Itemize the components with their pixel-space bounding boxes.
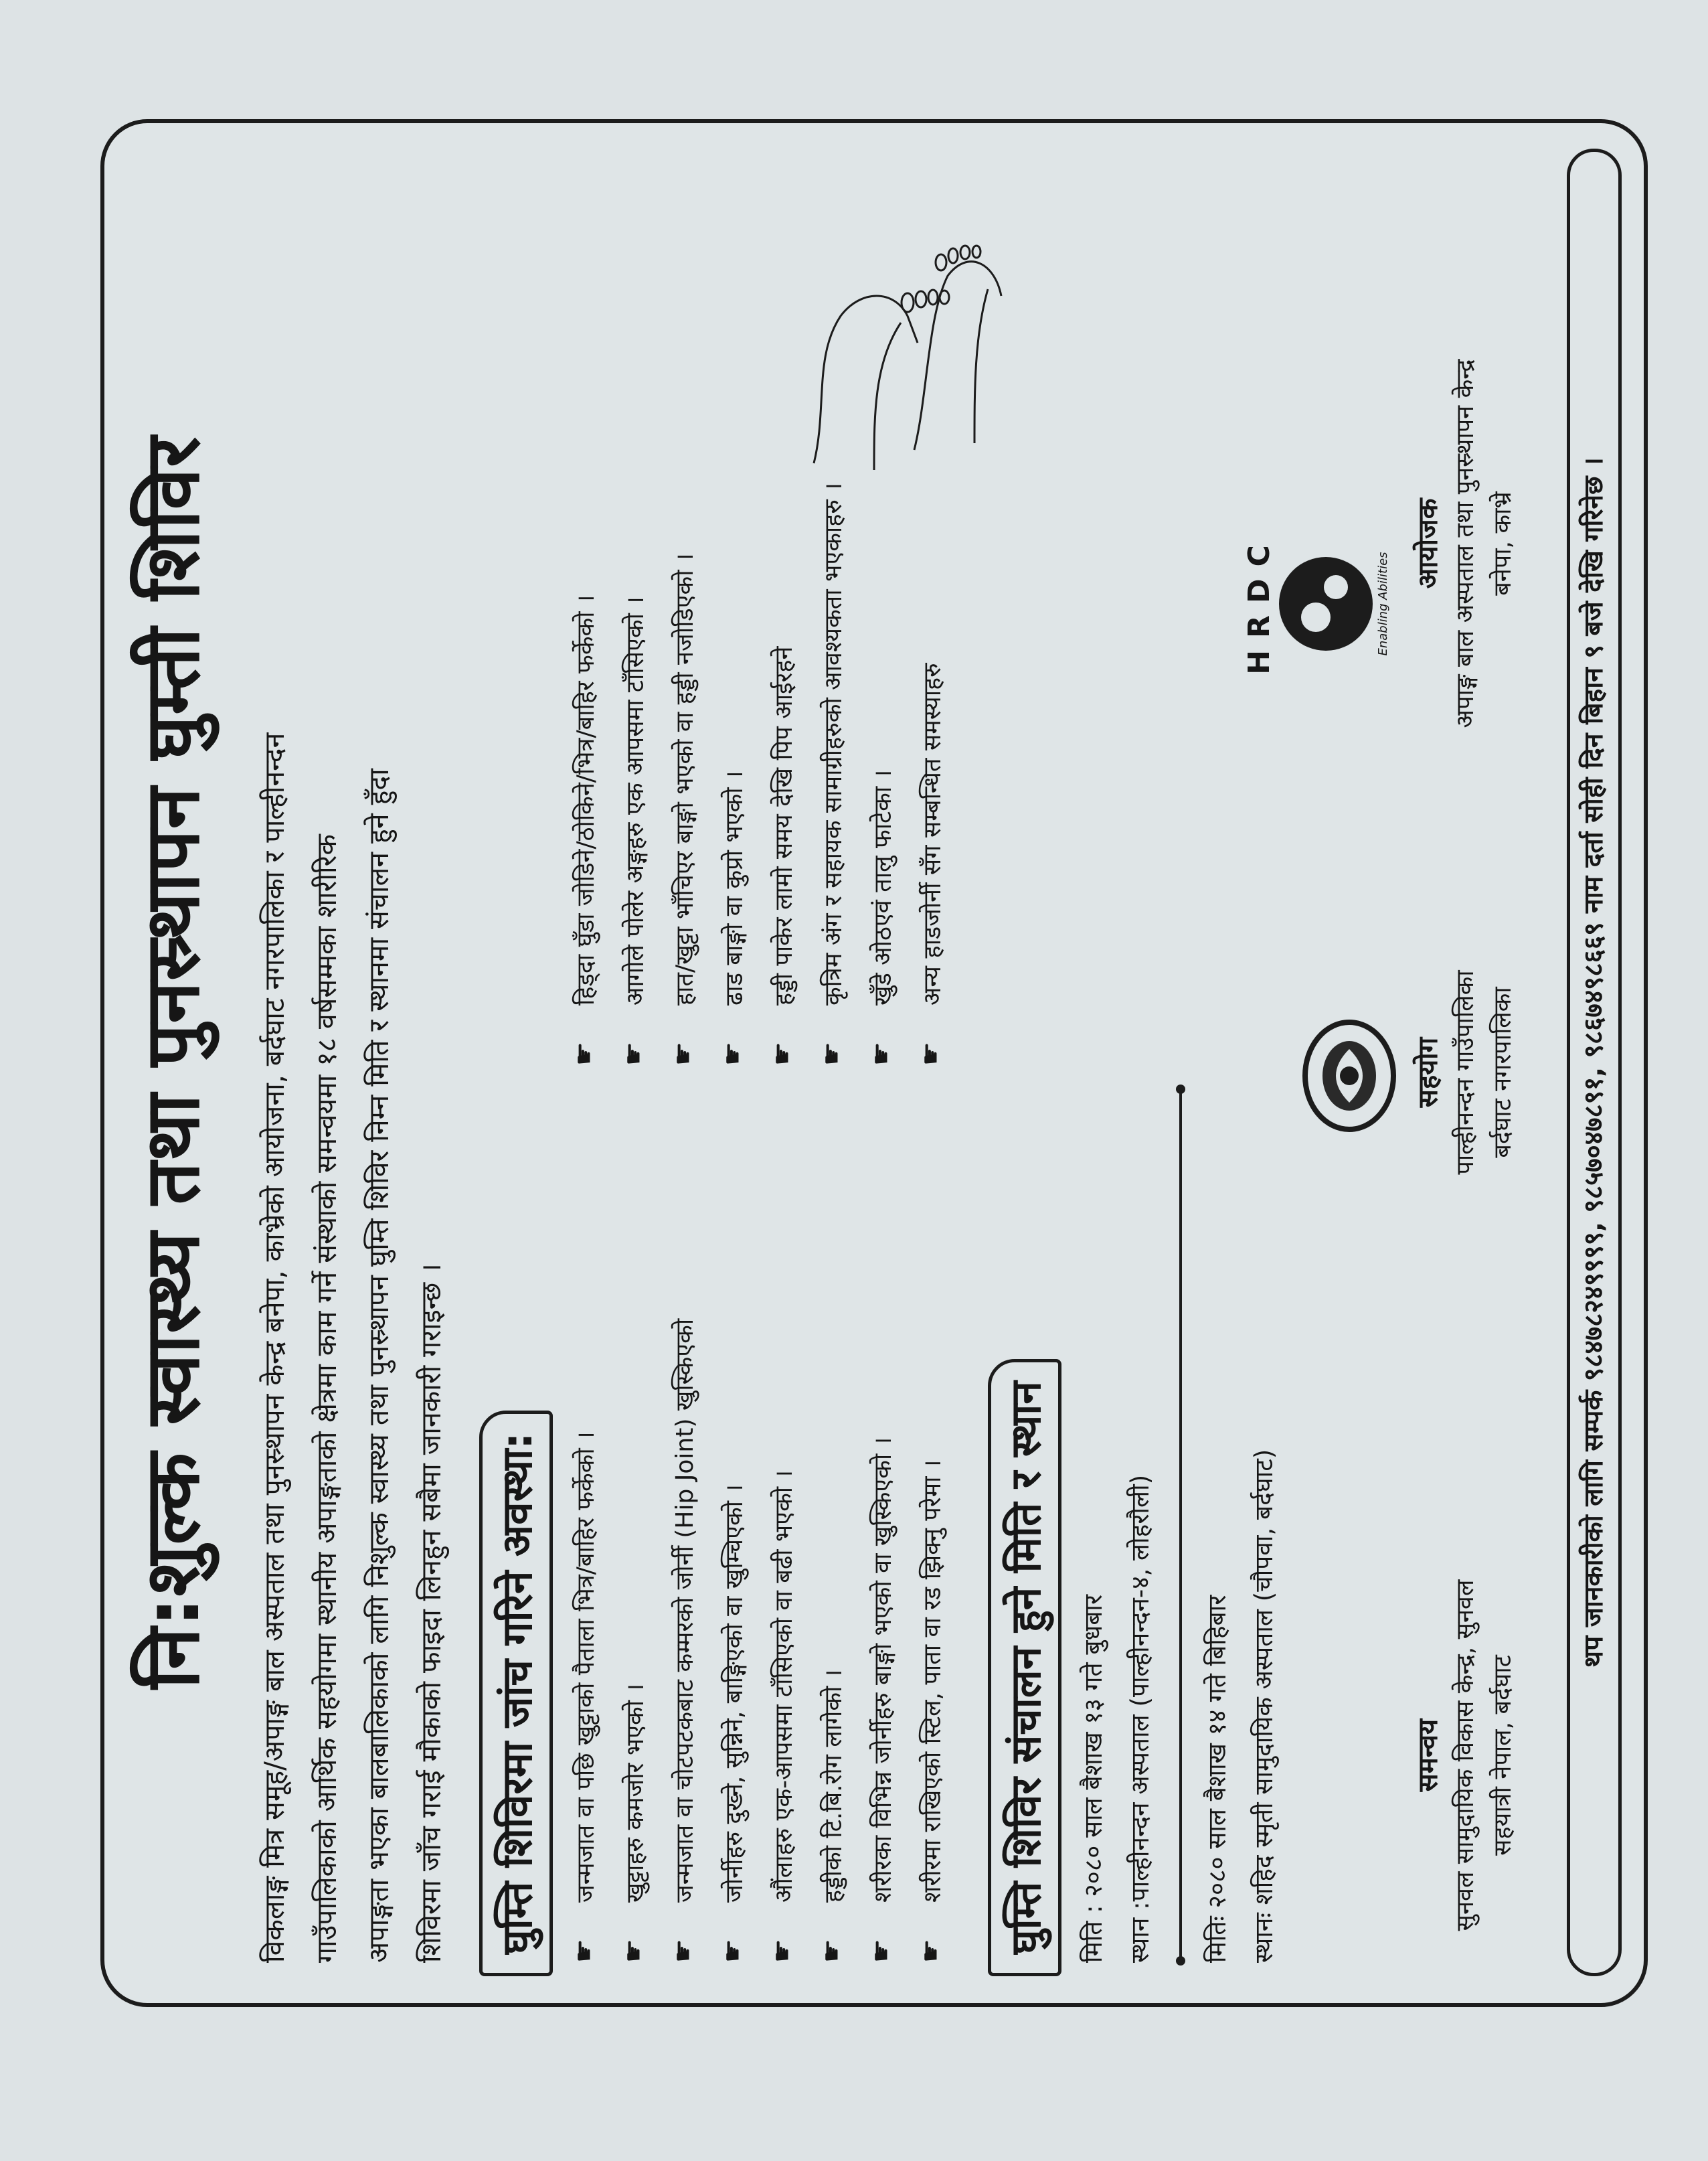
- organizer-role: आयोजक: [1413, 498, 1444, 589]
- pointing-hand-icon: ☛: [916, 1939, 946, 1963]
- list-item: ☛ हात/खुट्टा भाँचिएर बाङ्गो भएको वा हड्डी नजोडिएको ।: [668, 553, 699, 1066]
- contact-banner: थप जानकारीको लागि सम्पर्क ९८४७८२४९९९९, ९८५७०४७८९१, ९८६७४९८६६९ नाम दर्ता सोही दिन बिहान ९ बजे देखि गरिनेछ ।: [1567, 149, 1622, 1976]
- list-item: ☛ ढाड बाङ्गो वा कुप्रो भएको ।: [717, 771, 748, 1066]
- coordinator-block: [1410, 1548, 1522, 1963]
- intro-line: शिविरमा जाँच गराई मौकाको फाइदा लिनहुन सबैमा जानकारी गराइन्छ ।: [415, 1263, 447, 1963]
- list-item: ☛ खुट्टाहरु कमजोर भएको ।: [618, 1683, 649, 1963]
- pointing-hand-icon: ☛: [717, 1042, 748, 1066]
- list-item: ☛ हिड्दा घुँडा जोडिने/ठोकिने/भित्र/बाहिर फर्केको ।: [569, 594, 600, 1066]
- intro-paragraph: [248, 169, 457, 1963]
- municipality-emblem-icon: [1296, 1012, 1403, 1139]
- pointing-hand-icon: ☛: [668, 1042, 699, 1066]
- list-item: ☛ हड्डीको टि.बि.रोग लागेको ।: [817, 1669, 847, 1963]
- pointing-hand-icon: ☛: [767, 1042, 798, 1066]
- pointing-hand-icon: ☛: [569, 1042, 600, 1066]
- pointing-hand-icon: ☛: [866, 1939, 897, 1963]
- event-date: मितिः २०८० साल बैशाख १४ गते बिहिबार: [1202, 1595, 1231, 1963]
- intro-line: गाउँपालिकाको आर्थिक सहयोगमा स्थानीय अपाङ्गताको क्षेत्रमा काम गर्ने संस्थाको समन्वयमा १८ वर्षसम्मका शारीरिक: [311, 834, 343, 1963]
- support-role: सहयोग: [1413, 1037, 1444, 1108]
- hrdc-logo: [1242, 517, 1403, 691]
- schedule-heading: घुम्ति शिविर संचालन हुने मिति र स्थान: [988, 1359, 1061, 1976]
- intro-line: अपाङ्गता भएका बालबालिकाको लागि निशुल्क स्वास्थ्य तथा पुनस्र्थापन घुम्ति शिविर निम्न मिति र स्थानमा संचालन हुने हुँदा: [363, 769, 395, 1963]
- event-place: स्थानः शहिद स्मृती सामुदायिक अस्पताल (चौपवा, बर्दघाट): [1249, 1449, 1278, 1963]
- pointing-hand-icon: ☛: [668, 1939, 699, 1963]
- pointing-hand-icon: ☛: [916, 1042, 946, 1066]
- pointing-hand-icon: ☛: [817, 1939, 847, 1963]
- schedule-event-2: [1192, 1093, 1286, 1963]
- list-item: ☛ खुँडे ओठएवं तालु फाटेका ।: [866, 769, 897, 1066]
- conditions-left-list: [560, 1093, 956, 1963]
- event-date: मिति : २०८० साल बैशाख १३ गते बुधबार: [1078, 1594, 1108, 1963]
- coordinator-line: सहयात्री नेपाल, बर्दघाट: [1489, 1655, 1517, 1856]
- divider-dot: [1176, 1085, 1185, 1094]
- schedule-divider: [1179, 1093, 1182, 1963]
- support-line: पाल्हीनन्दन गाउँपालिका: [1452, 970, 1479, 1175]
- list-item: ☛ जन्मजात वा पछि खुट्टाको पैताला भित्र/बाहिर फर्केको ।: [569, 1431, 600, 1963]
- coordinator-role: समन्वय: [1413, 1718, 1444, 1792]
- pointing-hand-icon: ☛: [618, 1939, 649, 1963]
- pointing-hand-icon: ☛: [767, 1939, 798, 1963]
- organizer-line: अपाङ्ग बाल अस्पताल तथा पुनस्र्थापन केन्द्र: [1452, 359, 1479, 728]
- support-line: बर्दघाट नगरपालिका: [1489, 987, 1517, 1158]
- support-block: [1410, 865, 1522, 1280]
- list-item: ☛ जन्मजात वा चोटपटकबाट कम्मरको जोर्नी (Hip Joint) खुस्किएको: [668, 1318, 699, 1963]
- pointing-hand-icon: ☛: [569, 1939, 600, 1963]
- list-item: ☛ जोर्नीहरु दुख्ने, सुन्निने, बाङ्गिएको वा खुम्चिएको ।: [717, 1484, 748, 1963]
- coordinator-line: सुनवल सामुदायिक विकास केन्द्र, सुनवल: [1452, 1579, 1479, 1931]
- organizer-block: [1410, 276, 1522, 811]
- feet-illustration: [774, 155, 1028, 490]
- notice-title: नि:शुल्क स्वास्थ्य तथा पुनस्र्थापन घुम्ती शिविर: [129, 436, 216, 1689]
- organizer-line: बनेपा, काभ्रे: [1489, 491, 1517, 596]
- pointing-hand-icon: ☛: [817, 1042, 847, 1066]
- pointing-hand-icon: ☛: [866, 1042, 897, 1066]
- intro-line: विकलाङ्ग मित्र समूह/अपाङ्ग बाल अस्पताल तथा पुनस्र्थापन केन्द्र बनेपा, काभ्रेको आयोजना, बर्दघाट नगरपालिका र पाल्हीनन्दन: [258, 732, 290, 1963]
- pointing-hand-icon: ☛: [717, 1939, 748, 1963]
- list-item: ☛ शरीरका विभिन्न जोर्नीहरु बाङ्गो भएको वा खुस्किएको ।: [866, 1437, 897, 1963]
- list-item: ☛ हड्डी पाकेर लामो समय देखि पिप आईरहने: [767, 646, 798, 1066]
- list-item: ☛ अन्य हाडजोर्नी सँग सम्बन्धित समस्याहरु: [916, 663, 946, 1066]
- list-item: ☛ औंलाहरु एक-आपसमा टाँसिएको वा बढी भएको ।: [767, 1469, 798, 1963]
- schedule-event-1: [1068, 1093, 1162, 1963]
- list-item: ☛ शरीरमा राखिएको स्टिल, पाता वा रड झिक्नु परेमा ।: [916, 1459, 946, 1963]
- hrdc-logo-tagline: Enabling Abilities: [1376, 552, 1390, 656]
- pointing-hand-icon: ☛: [618, 1042, 649, 1066]
- list-item: ☛ आगोले पोलेर अङ्गहरु एक आपसमा टाँसिएको ।: [618, 596, 649, 1066]
- hrdc-logo-text: HRDC: [1242, 533, 1276, 675]
- conditions-heading: घुम्ति शिविरमा जांच गरिने अवस्था:: [479, 1411, 553, 1976]
- list-item: ☛ कृत्रिम अंग र सहायक सामाग्रीहरुको आवश्यकता भएकाहरु ।: [817, 483, 847, 1066]
- notice-frame: [100, 119, 1648, 2007]
- event-place: स्थान :पाल्हीनन्दन अस्पताल (पाल्हीनन्दन-४, लोहरौली): [1125, 1474, 1155, 1963]
